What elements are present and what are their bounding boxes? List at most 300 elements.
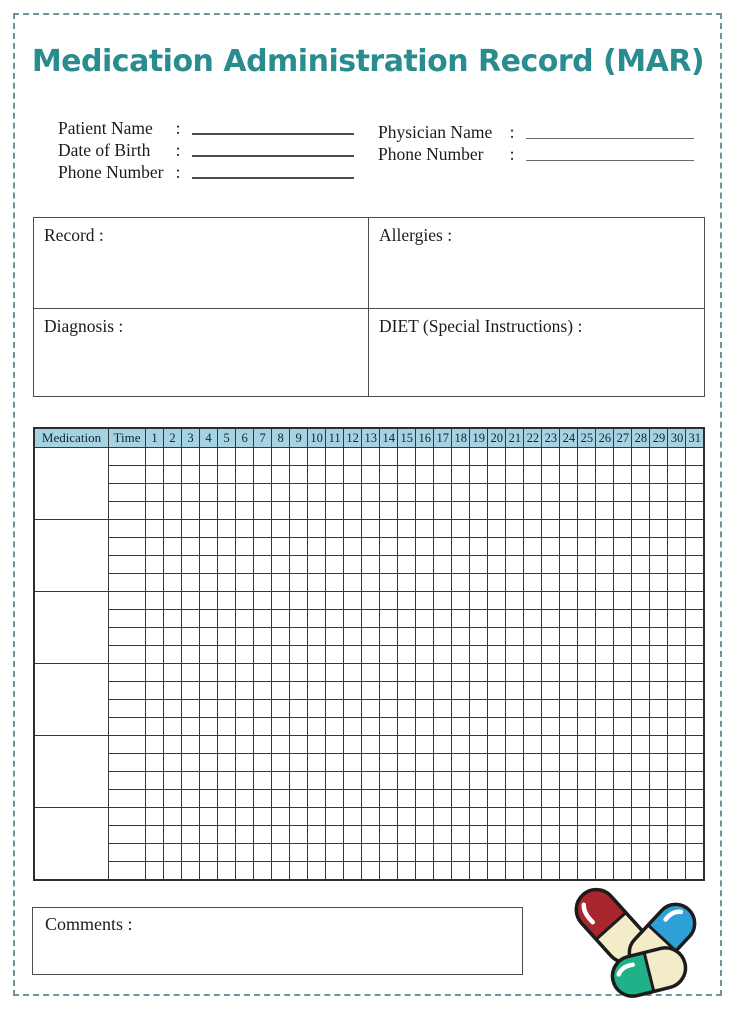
day-cell[interactable] (542, 484, 560, 502)
day-cell[interactable] (650, 700, 668, 718)
day-cell[interactable] (470, 754, 488, 772)
day-cell[interactable] (290, 718, 308, 736)
day-cell[interactable] (614, 466, 632, 484)
day-cell[interactable] (326, 538, 344, 556)
day-cell[interactable] (650, 736, 668, 754)
day-cell[interactable] (650, 484, 668, 502)
day-cell[interactable] (326, 520, 344, 538)
time-cell[interactable] (109, 646, 146, 664)
day-cell[interactable] (236, 556, 254, 574)
day-cell[interactable] (164, 646, 182, 664)
day-cell[interactable] (380, 790, 398, 808)
day-cell[interactable] (218, 466, 236, 484)
day-cell[interactable] (200, 664, 218, 682)
day-cell[interactable] (398, 592, 416, 610)
day-cell[interactable] (470, 772, 488, 790)
day-cell[interactable] (686, 484, 704, 502)
day-cell[interactable] (362, 574, 380, 592)
day-cell[interactable] (614, 718, 632, 736)
day-cell[interactable] (398, 628, 416, 646)
day-cell[interactable] (380, 646, 398, 664)
day-cell[interactable] (416, 520, 434, 538)
day-cell[interactable] (596, 772, 614, 790)
day-cell[interactable] (272, 520, 290, 538)
day-cell[interactable] (272, 826, 290, 844)
day-cell[interactable] (632, 682, 650, 700)
day-cell[interactable] (146, 556, 164, 574)
day-cell[interactable] (650, 538, 668, 556)
day-cell[interactable] (452, 538, 470, 556)
day-cell[interactable] (470, 664, 488, 682)
day-cell[interactable] (632, 862, 650, 881)
day-cell[interactable] (452, 556, 470, 574)
day-cell[interactable] (146, 700, 164, 718)
day-cell[interactable] (668, 466, 686, 484)
day-cell[interactable] (236, 808, 254, 826)
day-cell[interactable] (164, 466, 182, 484)
day-cell[interactable] (488, 520, 506, 538)
day-cell[interactable] (398, 718, 416, 736)
day-cell[interactable] (434, 484, 452, 502)
time-cell[interactable] (109, 574, 146, 592)
day-cell[interactable] (542, 808, 560, 826)
day-cell[interactable] (290, 790, 308, 808)
day-cell[interactable] (614, 700, 632, 718)
day-cell[interactable] (290, 754, 308, 772)
day-cell[interactable] (236, 754, 254, 772)
day-cell[interactable] (254, 502, 272, 520)
day-cell[interactable] (182, 754, 200, 772)
day-cell[interactable] (398, 736, 416, 754)
day-cell[interactable] (200, 718, 218, 736)
day-cell[interactable] (182, 844, 200, 862)
day-cell[interactable] (290, 466, 308, 484)
day-cell[interactable] (650, 826, 668, 844)
day-cell[interactable] (398, 646, 416, 664)
day-cell[interactable] (524, 610, 542, 628)
day-cell[interactable] (560, 646, 578, 664)
day-cell[interactable] (236, 592, 254, 610)
day-cell[interactable] (200, 628, 218, 646)
day-cell[interactable] (236, 502, 254, 520)
day-cell[interactable] (290, 484, 308, 502)
day-cell[interactable] (632, 484, 650, 502)
day-cell[interactable] (254, 646, 272, 664)
day-cell[interactable] (650, 628, 668, 646)
day-cell[interactable] (488, 502, 506, 520)
day-cell[interactable] (650, 718, 668, 736)
day-cell[interactable] (596, 556, 614, 574)
time-cell[interactable] (109, 682, 146, 700)
day-cell[interactable] (272, 502, 290, 520)
day-cell[interactable] (272, 754, 290, 772)
day-cell[interactable] (614, 610, 632, 628)
day-cell[interactable] (308, 466, 326, 484)
day-cell[interactable] (650, 610, 668, 628)
day-cell[interactable] (686, 556, 704, 574)
day-cell[interactable] (488, 826, 506, 844)
day-cell[interactable] (686, 538, 704, 556)
time-cell[interactable] (109, 718, 146, 736)
day-cell[interactable] (632, 754, 650, 772)
physician-phone-field[interactable] (526, 160, 694, 161)
day-cell[interactable] (578, 520, 596, 538)
day-cell[interactable] (506, 790, 524, 808)
day-cell[interactable] (488, 466, 506, 484)
day-cell[interactable] (524, 502, 542, 520)
day-cell[interactable] (200, 574, 218, 592)
day-cell[interactable] (488, 808, 506, 826)
day-cell[interactable] (236, 736, 254, 754)
day-cell[interactable] (218, 826, 236, 844)
day-cell[interactable] (668, 574, 686, 592)
day-cell[interactable] (200, 484, 218, 502)
day-cell[interactable] (524, 862, 542, 881)
day-cell[interactable] (254, 754, 272, 772)
day-cell[interactable] (218, 682, 236, 700)
day-cell[interactable] (398, 862, 416, 881)
day-cell[interactable] (524, 448, 542, 466)
day-cell[interactable] (146, 682, 164, 700)
day-cell[interactable] (236, 448, 254, 466)
day-cell[interactable] (542, 700, 560, 718)
day-cell[interactable] (524, 574, 542, 592)
day-cell[interactable] (578, 610, 596, 628)
day-cell[interactable] (470, 592, 488, 610)
day-cell[interactable] (434, 700, 452, 718)
day-cell[interactable] (434, 682, 452, 700)
day-cell[interactable] (380, 682, 398, 700)
day-cell[interactable] (290, 520, 308, 538)
day-cell[interactable] (560, 592, 578, 610)
day-cell[interactable] (686, 610, 704, 628)
day-cell[interactable] (686, 844, 704, 862)
day-cell[interactable] (470, 556, 488, 574)
day-cell[interactable] (668, 808, 686, 826)
day-cell[interactable] (218, 664, 236, 682)
day-cell[interactable] (632, 502, 650, 520)
day-cell[interactable] (542, 718, 560, 736)
day-cell[interactable] (254, 664, 272, 682)
day-cell[interactable] (272, 646, 290, 664)
day-cell[interactable] (524, 484, 542, 502)
day-cell[interactable] (470, 628, 488, 646)
day-cell[interactable] (308, 520, 326, 538)
day-cell[interactable] (308, 664, 326, 682)
day-cell[interactable] (308, 808, 326, 826)
day-cell[interactable] (380, 484, 398, 502)
time-cell[interactable] (109, 772, 146, 790)
day-cell[interactable] (236, 682, 254, 700)
day-cell[interactable] (218, 718, 236, 736)
day-cell[interactable] (560, 574, 578, 592)
day-cell[interactable] (182, 826, 200, 844)
day-cell[interactable] (596, 646, 614, 664)
day-cell[interactable] (650, 592, 668, 610)
day-cell[interactable] (254, 718, 272, 736)
day-cell[interactable] (470, 736, 488, 754)
day-cell[interactable] (650, 790, 668, 808)
day-cell[interactable] (470, 682, 488, 700)
day-cell[interactable] (326, 664, 344, 682)
day-cell[interactable] (254, 520, 272, 538)
day-cell[interactable] (398, 520, 416, 538)
day-cell[interactable] (200, 808, 218, 826)
day-cell[interactable] (308, 610, 326, 628)
day-cell[interactable] (308, 628, 326, 646)
day-cell[interactable] (200, 538, 218, 556)
day-cell[interactable] (362, 844, 380, 862)
day-cell[interactable] (686, 592, 704, 610)
time-cell[interactable] (109, 592, 146, 610)
day-cell[interactable] (398, 790, 416, 808)
day-cell[interactable] (164, 538, 182, 556)
day-cell[interactable] (362, 502, 380, 520)
day-cell[interactable] (146, 826, 164, 844)
day-cell[interactable] (380, 772, 398, 790)
date-of-birth-field[interactable] (192, 155, 354, 157)
day-cell[interactable] (398, 754, 416, 772)
day-cell[interactable] (614, 808, 632, 826)
day-cell[interactable] (236, 826, 254, 844)
time-cell[interactable] (109, 520, 146, 538)
day-cell[interactable] (434, 808, 452, 826)
day-cell[interactable] (524, 736, 542, 754)
day-cell[interactable] (380, 592, 398, 610)
day-cell[interactable] (398, 484, 416, 502)
day-cell[interactable] (578, 826, 596, 844)
day-cell[interactable] (488, 844, 506, 862)
day-cell[interactable] (308, 646, 326, 664)
day-cell[interactable] (380, 736, 398, 754)
day-cell[interactable] (362, 520, 380, 538)
day-cell[interactable] (686, 718, 704, 736)
day-cell[interactable] (290, 574, 308, 592)
day-cell[interactable] (218, 610, 236, 628)
day-cell[interactable] (650, 862, 668, 881)
day-cell[interactable] (434, 592, 452, 610)
day-cell[interactable] (236, 628, 254, 646)
day-cell[interactable] (668, 502, 686, 520)
day-cell[interactable] (506, 862, 524, 881)
day-cell[interactable] (560, 772, 578, 790)
day-cell[interactable] (254, 808, 272, 826)
day-cell[interactable] (398, 538, 416, 556)
day-cell[interactable] (326, 808, 344, 826)
day-cell[interactable] (398, 664, 416, 682)
time-cell[interactable] (109, 826, 146, 844)
day-cell[interactable] (164, 826, 182, 844)
day-cell[interactable] (470, 646, 488, 664)
day-cell[interactable] (416, 736, 434, 754)
day-cell[interactable] (578, 790, 596, 808)
day-cell[interactable] (650, 682, 668, 700)
day-cell[interactable] (470, 538, 488, 556)
day-cell[interactable] (218, 484, 236, 502)
day-cell[interactable] (326, 700, 344, 718)
day-cell[interactable] (344, 466, 362, 484)
day-cell[interactable] (614, 844, 632, 862)
day-cell[interactable] (686, 790, 704, 808)
day-cell[interactable] (146, 484, 164, 502)
day-cell[interactable] (524, 772, 542, 790)
day-cell[interactable] (470, 466, 488, 484)
day-cell[interactable] (668, 736, 686, 754)
day-cell[interactable] (236, 844, 254, 862)
day-cell[interactable] (254, 628, 272, 646)
day-cell[interactable] (416, 790, 434, 808)
day-cell[interactable] (506, 664, 524, 682)
day-cell[interactable] (362, 484, 380, 502)
day-cell[interactable] (344, 502, 362, 520)
day-cell[interactable] (308, 592, 326, 610)
day-cell[interactable] (488, 700, 506, 718)
day-cell[interactable] (344, 628, 362, 646)
day-cell[interactable] (272, 556, 290, 574)
day-cell[interactable] (506, 646, 524, 664)
day-cell[interactable] (182, 682, 200, 700)
day-cell[interactable] (416, 628, 434, 646)
day-cell[interactable] (254, 448, 272, 466)
day-cell[interactable] (596, 790, 614, 808)
day-cell[interactable] (488, 664, 506, 682)
day-cell[interactable] (632, 610, 650, 628)
day-cell[interactable] (380, 520, 398, 538)
day-cell[interactable] (434, 538, 452, 556)
day-cell[interactable] (668, 484, 686, 502)
day-cell[interactable] (668, 844, 686, 862)
day-cell[interactable] (506, 808, 524, 826)
day-cell[interactable] (416, 808, 434, 826)
time-cell[interactable] (109, 700, 146, 718)
day-cell[interactable] (668, 862, 686, 881)
patient-name-field[interactable] (192, 133, 354, 135)
day-cell[interactable] (614, 628, 632, 646)
day-cell[interactable] (182, 772, 200, 790)
day-cell[interactable] (398, 700, 416, 718)
day-cell[interactable] (686, 574, 704, 592)
day-cell[interactable] (686, 628, 704, 646)
day-cell[interactable] (272, 610, 290, 628)
time-cell[interactable] (109, 790, 146, 808)
day-cell[interactable] (542, 664, 560, 682)
day-cell[interactable] (362, 682, 380, 700)
day-cell[interactable] (578, 448, 596, 466)
day-cell[interactable] (632, 808, 650, 826)
day-cell[interactable] (146, 448, 164, 466)
day-cell[interactable] (452, 682, 470, 700)
day-cell[interactable] (668, 628, 686, 646)
day-cell[interactable] (398, 502, 416, 520)
day-cell[interactable] (632, 826, 650, 844)
day-cell[interactable] (164, 520, 182, 538)
day-cell[interactable] (344, 646, 362, 664)
medication-cell[interactable] (34, 736, 109, 808)
day-cell[interactable] (254, 610, 272, 628)
day-cell[interactable] (272, 844, 290, 862)
day-cell[interactable] (308, 772, 326, 790)
day-cell[interactable] (434, 556, 452, 574)
day-cell[interactable] (686, 754, 704, 772)
day-cell[interactable] (470, 844, 488, 862)
day-cell[interactable] (146, 718, 164, 736)
day-cell[interactable] (578, 502, 596, 520)
day-cell[interactable] (488, 556, 506, 574)
day-cell[interactable] (488, 646, 506, 664)
day-cell[interactable] (524, 556, 542, 574)
day-cell[interactable] (362, 772, 380, 790)
day-cell[interactable] (344, 754, 362, 772)
day-cell[interactable] (164, 862, 182, 881)
day-cell[interactable] (686, 808, 704, 826)
day-cell[interactable] (578, 808, 596, 826)
day-cell[interactable] (182, 862, 200, 881)
day-cell[interactable] (614, 790, 632, 808)
day-cell[interactable] (578, 628, 596, 646)
day-cell[interactable] (470, 808, 488, 826)
day-cell[interactable] (344, 556, 362, 574)
day-cell[interactable] (218, 790, 236, 808)
day-cell[interactable] (362, 610, 380, 628)
day-cell[interactable] (254, 592, 272, 610)
day-cell[interactable] (542, 682, 560, 700)
day-cell[interactable] (434, 610, 452, 628)
day-cell[interactable] (272, 664, 290, 682)
day-cell[interactable] (686, 682, 704, 700)
day-cell[interactable] (146, 844, 164, 862)
day-cell[interactable] (182, 556, 200, 574)
day-cell[interactable] (416, 826, 434, 844)
day-cell[interactable] (452, 826, 470, 844)
day-cell[interactable] (326, 754, 344, 772)
day-cell[interactable] (362, 826, 380, 844)
day-cell[interactable] (272, 466, 290, 484)
day-cell[interactable] (416, 844, 434, 862)
day-cell[interactable] (290, 592, 308, 610)
day-cell[interactable] (380, 466, 398, 484)
day-cell[interactable] (416, 556, 434, 574)
day-cell[interactable] (416, 772, 434, 790)
day-cell[interactable] (578, 736, 596, 754)
day-cell[interactable] (686, 502, 704, 520)
day-cell[interactable] (272, 628, 290, 646)
day-cell[interactable] (200, 700, 218, 718)
day-cell[interactable] (200, 736, 218, 754)
day-cell[interactable] (326, 682, 344, 700)
day-cell[interactable] (524, 700, 542, 718)
day-cell[interactable] (164, 502, 182, 520)
day-cell[interactable] (308, 502, 326, 520)
time-cell[interactable] (109, 808, 146, 826)
day-cell[interactable] (452, 844, 470, 862)
day-cell[interactable] (434, 844, 452, 862)
day-cell[interactable] (344, 610, 362, 628)
day-cell[interactable] (560, 556, 578, 574)
day-cell[interactable] (272, 538, 290, 556)
day-cell[interactable] (218, 862, 236, 881)
day-cell[interactable] (416, 574, 434, 592)
day-cell[interactable] (290, 628, 308, 646)
day-cell[interactable] (344, 700, 362, 718)
day-cell[interactable] (524, 664, 542, 682)
day-cell[interactable] (200, 646, 218, 664)
day-cell[interactable] (578, 844, 596, 862)
day-cell[interactable] (686, 448, 704, 466)
day-cell[interactable] (650, 556, 668, 574)
day-cell[interactable] (650, 808, 668, 826)
day-cell[interactable] (596, 466, 614, 484)
day-cell[interactable] (452, 772, 470, 790)
